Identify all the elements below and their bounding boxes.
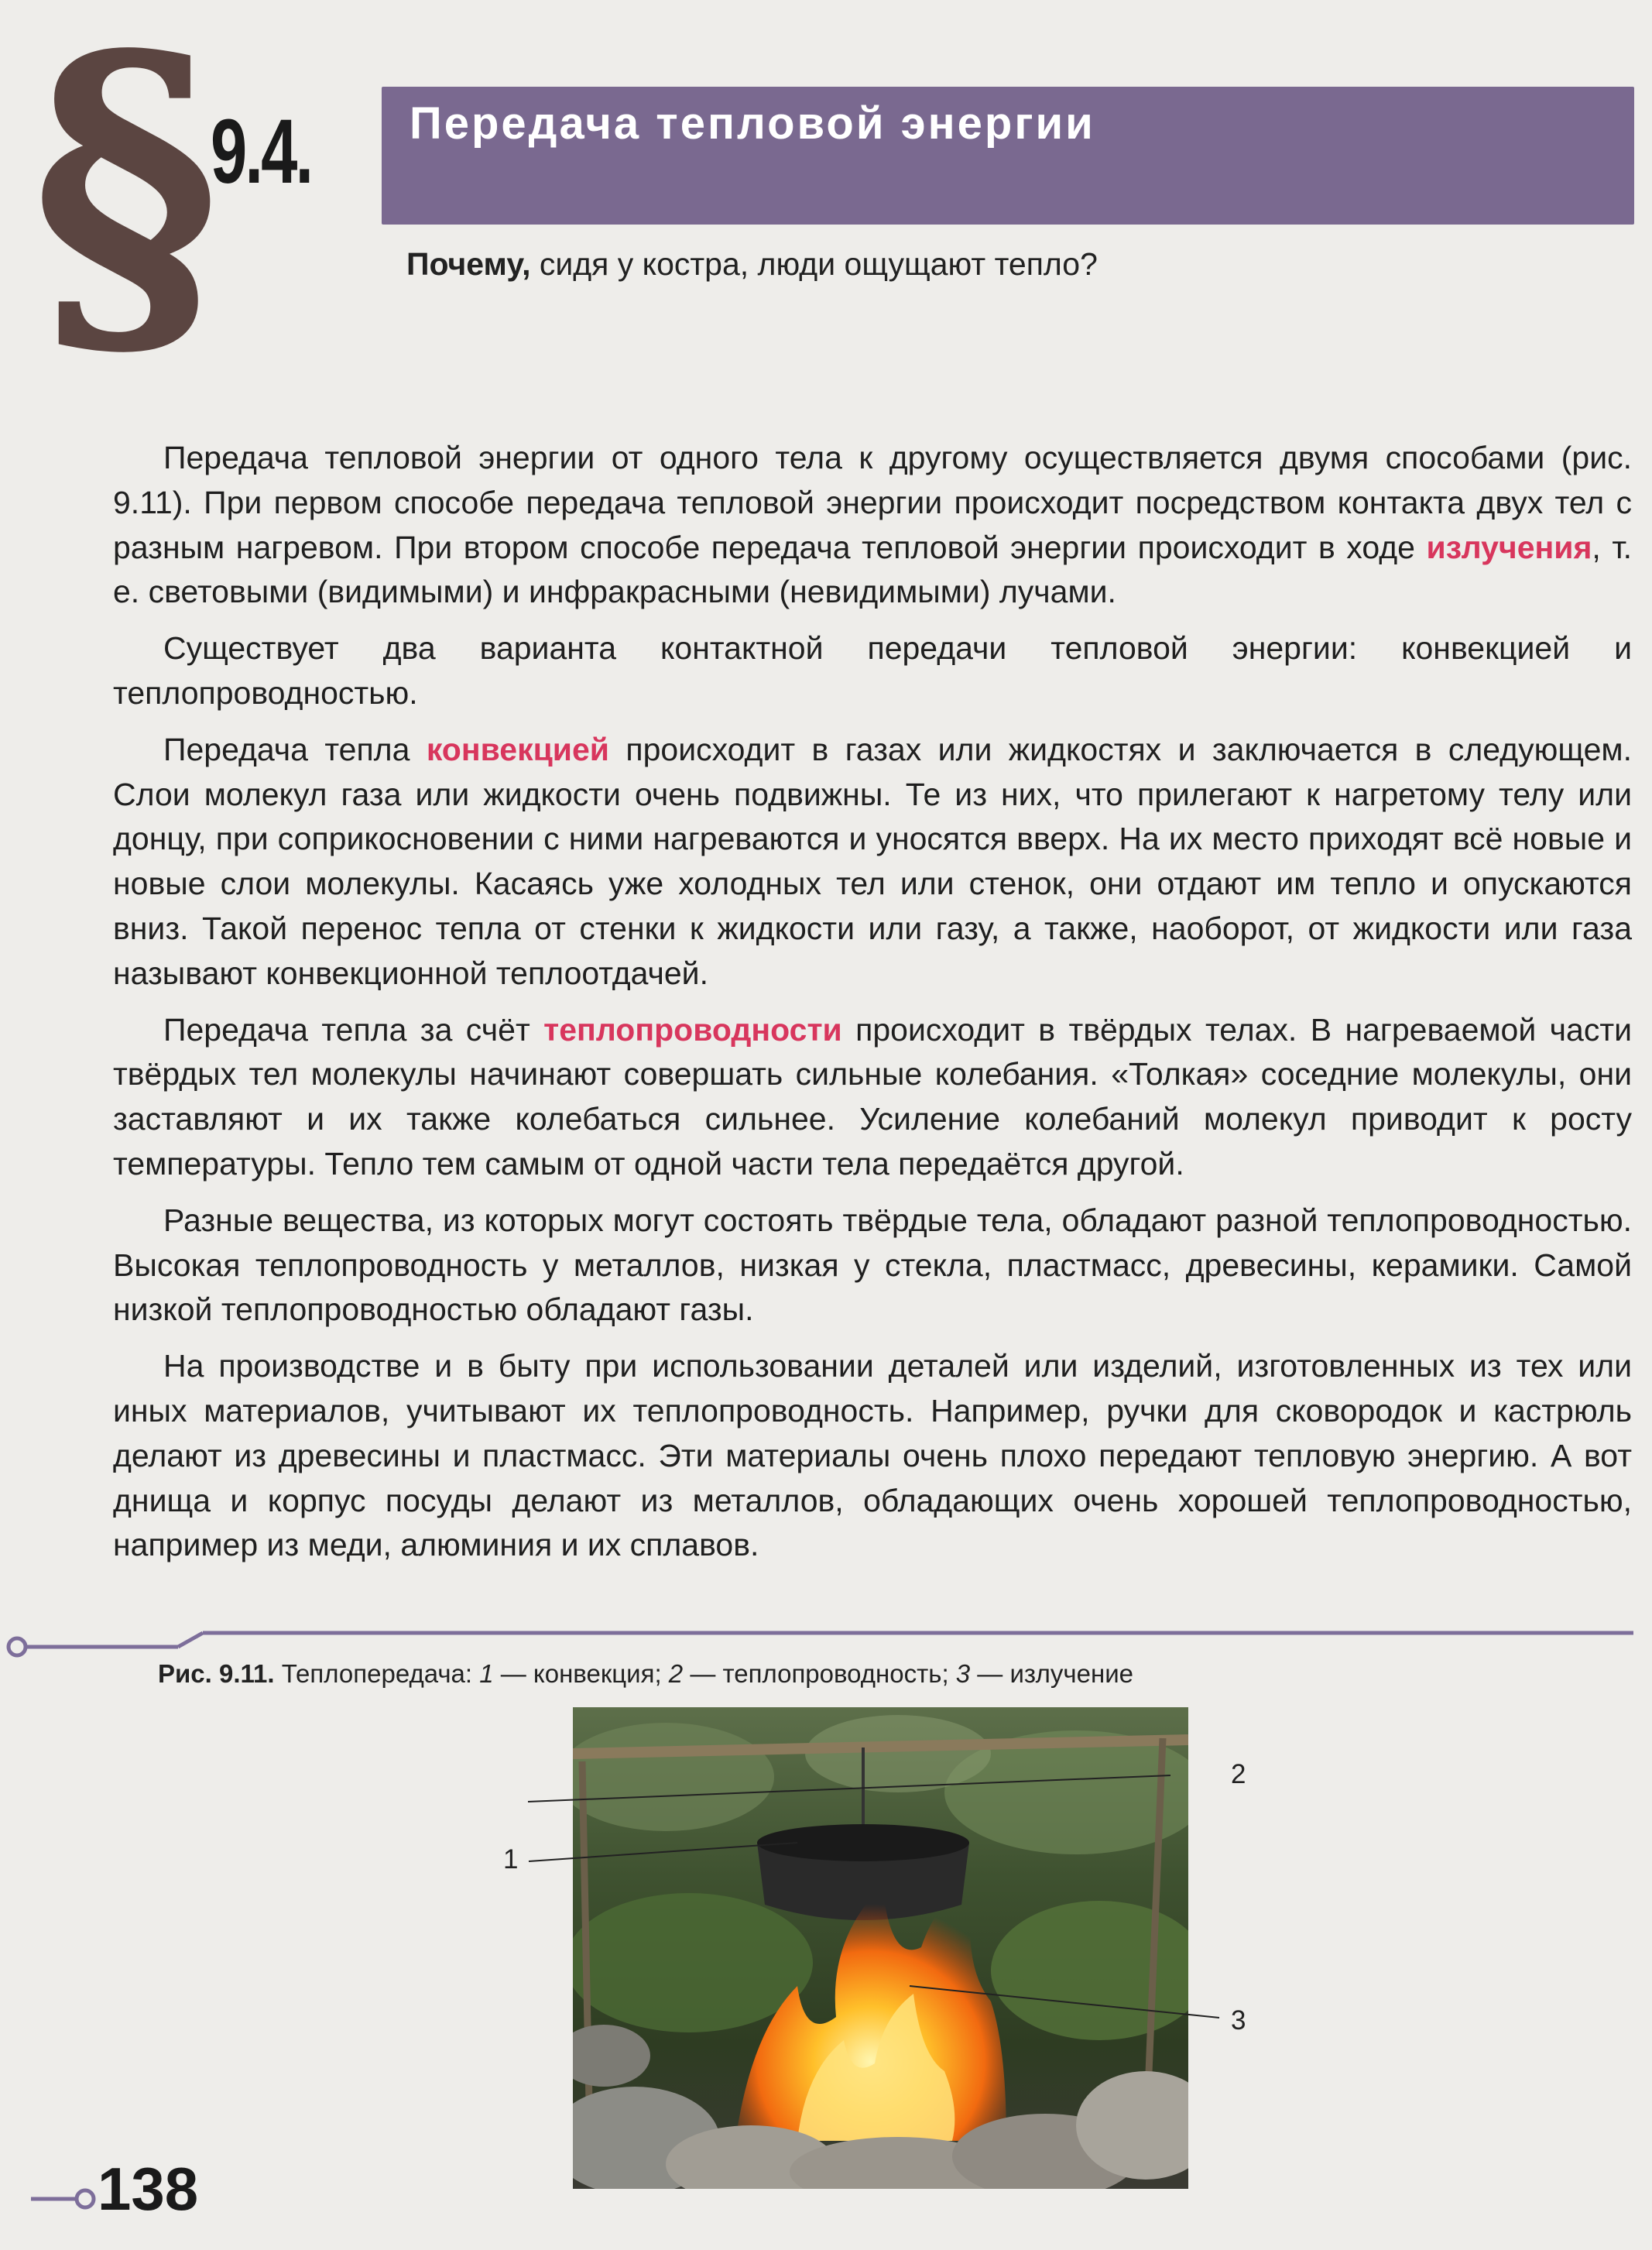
- section-sign: §: [31, 0, 221, 403]
- page-number: 138: [98, 2155, 199, 2223]
- caption-text: Теплопередача:: [274, 1659, 480, 1688]
- callout-label-1: 1: [503, 1844, 519, 1874]
- title-bar: [382, 87, 1634, 225]
- keyword-radiation: излучения: [1426, 529, 1592, 565]
- lead-question: [406, 246, 1098, 283]
- caption-number: 3: [955, 1659, 971, 1688]
- paragraph-3: [113, 728, 1632, 996]
- campfire-photo: [573, 1707, 1188, 2189]
- caption-text: — теплопроводность;: [683, 1659, 956, 1688]
- paragraph-text: происходит в газах или жидкостях и заключается в следующем. Слои молекул газа или жидкости очень подвижны. Те из них, что прилегают к нагретому телу или донцу, при соприкосновении с ними нагреваются и уносятся вверх. На их место приходят всё новые и новые слои молекулы. Касаясь уже холодных тел или стенок, они отдают им тепло и опускаются вниз. Такой перенос тепла от стенки к жидкости или газу, а также, наоборот, от жидкости или газа называют конвекционной теплоотдачей.: [113, 731, 1632, 991]
- caption-number: 1: [479, 1659, 494, 1688]
- paragraph-text: Передача тепла за счёт: [163, 1011, 544, 1048]
- paragraph-5: Разные вещества, из которых могут состоять твёрдые тела, обладают разной теплопроводностью. Высокая теплопроводность у металлов, низкая у стекла, пластмасс, древесины, керамики. Самой низкой теплопроводностью обладают газы.: [113, 1202, 1632, 1328]
- paragraph-1: [113, 436, 1632, 615]
- caption-text: — излучение: [970, 1659, 1133, 1688]
- page-title: Передача тепловой энергии: [410, 98, 1095, 149]
- keyword-convection: конвекцией: [426, 731, 610, 767]
- callout-label-2: 2: [1231, 1759, 1246, 1789]
- paragraph-text: Передача тепла: [163, 731, 427, 767]
- caption-text: — конвекция;: [493, 1659, 669, 1688]
- paragraph-text: , т. е. световыми (видимыми) и инфракрасными (невидимыми) лучами.: [113, 529, 1632, 610]
- figure-caption: [158, 1659, 1133, 1689]
- lead-question-bold: Почему,: [406, 246, 531, 282]
- paragraph-text: Передача тепловой энергии от одного тела к другому осуществляется двумя способами (рис. 9.11). При первом способе передача тепловой энергии происходит посредством контакта двух тел с разным нагревом. При втором способе передача тепловой энергии происходит в ходе: [113, 440, 1632, 565]
- caption-label: Рис. 9.11.: [158, 1659, 275, 1688]
- paragraph-6: На производстве и в быту при использовании деталей или изделий, изготовленных из тех или иных материалов, учитывают их теплопроводность. Например, ручки для сковородок и кастрюль делают из древесины и пластмасс. Эти материалы очень плохо передают тепловую энергию. А вот днища и корпус посуды делают из металлов, обладающих очень хорошей теплопроводностью, например из меди, алюминия и их сплавов.: [113, 1348, 1632, 1563]
- callout-label-3: 3: [1231, 2005, 1246, 2036]
- lead-question-rest: сидя у костра, люди ощущают тепло?: [530, 246, 1098, 282]
- keyword-conduction: теплопроводности: [543, 1011, 842, 1048]
- paragraph-text: происходит в твёрдых телах. В нагреваемой части твёрдых тел молекулы начинают совершать сильные колебания. «Толкая» соседние молекулы, они заставляют и их также колебаться сильнее. Усиление колебаний молекул приводит к росту температуры. Тепло тем самым от одной части тела передаётся другой.: [113, 1011, 1632, 1182]
- body-text: [113, 436, 1632, 1579]
- paragraph-2: Существует два варианта контактной передачи тепловой энергии: конвекцией и теплопроводностью.: [113, 630, 1632, 711]
- figure-divider: [0, 1628, 1652, 1659]
- caption-number: 2: [668, 1659, 684, 1688]
- paragraph-4: [113, 1008, 1632, 1187]
- section-number: 9.4.: [211, 101, 312, 203]
